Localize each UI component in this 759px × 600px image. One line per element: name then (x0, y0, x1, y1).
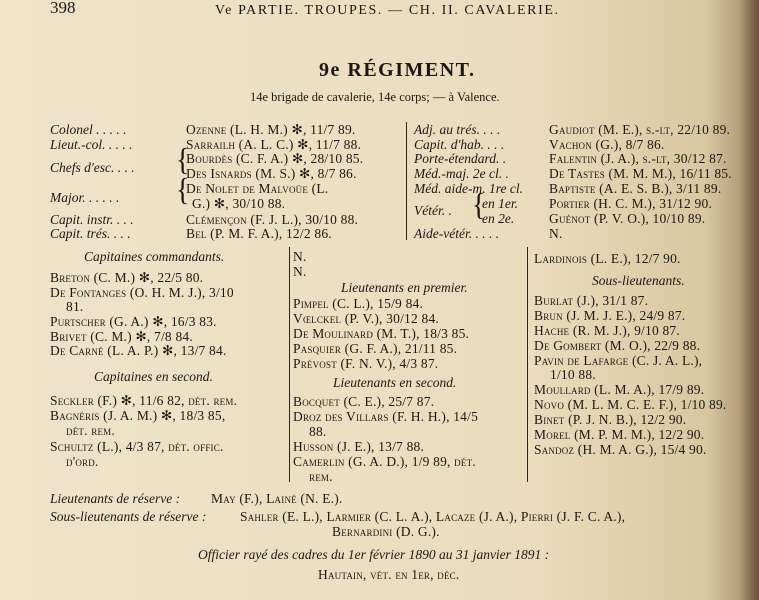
staff-name: Portier (H. C. M.), 31/12 90. (549, 196, 713, 211)
list-item: Bocquet (C. E.), 25/7 87. (293, 394, 435, 409)
list-item: Lardinois (L. E.), 12/7 90. (534, 251, 681, 266)
section-heading: Capitaines en second. (94, 369, 213, 384)
staff-role: Major. . . . . . (50, 190, 120, 205)
list-item: rem. (309, 469, 333, 484)
staff-role: Chefs d'esc. . . . (50, 160, 135, 175)
list-item: 88. (309, 424, 327, 439)
staff-subrole: en 1er. (482, 196, 518, 211)
staff-name: Sarrailh (A. L. C.) ✻, 11/7 88. (186, 137, 362, 152)
staff-name: De Nolet de Malvoüe (L. (186, 181, 329, 196)
page-edge-shadow (739, 0, 759, 600)
staff-name: De Tastes (M. M. M.), 16/11 85. (549, 166, 732, 181)
list-item: Pavin de Lafarge (C. J. A. L.), (534, 353, 703, 368)
staff-role: Lieut.-col. . . . . (50, 137, 133, 152)
staff-role: Aide-vétér. . . . . (414, 226, 500, 241)
list-item: 1/10 88. (550, 367, 596, 382)
list-item: Seckler (F.) ✻, 11/6 82, dét. rem. (50, 393, 238, 408)
section-heading: Sous-lieutenants. (592, 273, 685, 288)
staff-role: Méd. aide-m. 1re cl. (414, 181, 523, 196)
list-item: Purtscher (G. A.) ✻, 16/3 83. (50, 314, 217, 329)
list-item: Breton (C. M.) ✻, 22/5 80. (50, 270, 204, 285)
list-item: N. (293, 264, 307, 279)
staff-name: Ozenne (L. H. M.) ✻, 11/7 89. (186, 122, 356, 137)
list-item: Bagnéris (J. A. M.) ✻, 18/3 85, (50, 408, 226, 423)
staff-name: Guénot (P. V. O.), 10/10 89. (549, 211, 706, 226)
struck-off-note: Officier rayé des cadres du 1er février 1890 au 31 janvier 1891 : (198, 547, 550, 562)
staff-name: Gaudiot (M. E.), s.-lt, 22/10 89. (549, 122, 731, 137)
staff-name: N. (549, 226, 563, 241)
staff-name: Bel (P. M. F. A.), 12/2 86. (186, 226, 332, 241)
reserve-lieutenants-names: May (F.), Lainé (N. E.). (211, 491, 343, 506)
list-item: d'ord. (66, 454, 99, 469)
staff-role: Vétér. . (414, 203, 452, 218)
column-divider (289, 247, 290, 482)
list-item: 81. (66, 299, 84, 314)
list-item: Sandoz (H. M. A. G.), 15/4 90. (534, 442, 707, 457)
brace-icon: { (176, 142, 190, 179)
reserve-sub-lieutenants-names: Sahler (E. L.), Larmier (C. L. A.), Lacaze (J. A.), Pierri (J. F. C. A.), (240, 509, 626, 524)
staff-role: Capit. trés. . . . (50, 226, 131, 241)
staff-name: Bourdès (C. F. A.) ✻, 28/10 85. (186, 151, 364, 166)
list-item: Pimpel (C. L.), 15/9 84. (293, 296, 424, 311)
list-item: Binet (P. J. N. B.), 12/2 90. (534, 412, 687, 427)
staff-role: Colonel . . . . . (50, 122, 127, 137)
reserve-sub-lieutenants-names: Bernardini (D. G.). (332, 524, 440, 539)
list-item: De Carné (L. A. P.) ✻, 13/7 84. (50, 343, 227, 358)
list-item: Droz des Villars (F. H. H.), 14/5 (293, 409, 479, 424)
list-item: Husson (J. E.), 13/7 88. (293, 439, 425, 454)
brace-icon: { (472, 187, 486, 224)
staff-name: Clémençon (F. J. L.), 30/10 88. (186, 212, 359, 227)
reserve-sub-lieutenants-label: Sous-lieutenants de réserve : (50, 509, 207, 524)
page-number: 398 (50, 0, 76, 17)
list-item: De Moulinard (M. T.), 18/3 85. (293, 326, 470, 341)
staff-role: Porte-étendard. . (414, 151, 507, 166)
staff-role: Capit. d'hab. . . . (414, 137, 505, 152)
list-item: Novo (M. L. M. C. E. F.), 1/10 89. (534, 397, 727, 412)
list-item: Vœlckel (P. V.), 30/12 84. (293, 311, 439, 326)
list-item: Camerlin (G. A. D.), 1/9 89, dét. (293, 454, 476, 469)
regiment-title: 9e RÉGIMENT. (319, 59, 476, 81)
staff-role: Méd.-maj. 2e cl. . (414, 166, 509, 181)
struck-off-name: Hautain, vét. en 1er, déc. (318, 567, 460, 582)
staff-role: Adj. au trés. . . . (414, 122, 501, 137)
staff-name: G.) ✻, 30/10 88. (192, 196, 286, 211)
list-item: Brun (J. M. J. E.), 24/9 87. (534, 308, 686, 323)
list-item: Moullard (L. M. A.), 17/9 89. (534, 382, 705, 397)
staff-name: Falentin (J. A.), s.-lt, 30/12 87. (549, 151, 727, 166)
list-item: Morel (M. P. M. M.), 12/2 90. (534, 427, 705, 442)
list-item: dét. rem. (66, 423, 115, 438)
regiment-subtitle: 14e brigade de cavalerie, 14e corps; — à Valence. (250, 90, 500, 104)
list-item: De Gombert (M. O.), 22/9 88. (534, 338, 701, 353)
list-item: Pasquier (G. F. A.), 21/11 85. (293, 341, 458, 356)
list-item: Hache (R. M. J.), 9/10 87. (534, 323, 680, 338)
brace-icon: { (176, 172, 190, 209)
list-item: Schultz (L.), 4/3 87, dét. offic. (50, 439, 224, 454)
staff-role: Capit. instr. . . . (50, 212, 134, 227)
column-divider (406, 122, 407, 240)
running-head: Ve PARTIE. TROUPES. — CH. II. CAVALERIE. (215, 3, 560, 18)
column-divider (527, 247, 528, 482)
staff-name: Des Isnards (M. S.) ✻, 8/7 86. (186, 166, 357, 181)
section-heading: Lieutenants en premier. (341, 280, 468, 295)
section-heading: Capitaines commandants. (84, 249, 225, 264)
staff-name: Baptiste (A. E. S. B.), 3/11 89. (549, 181, 722, 196)
list-item: Brivet (C. M.) ✻, 7/8 84. (50, 329, 193, 344)
list-item: Burlat (J.), 31/1 87. (534, 293, 649, 308)
reserve-lieutenants-label: Lieutenants de réserve : (50, 491, 181, 506)
staff-subrole: en 2e. (482, 211, 515, 226)
list-item: N. (293, 249, 307, 264)
staff-name: Vachon (G.), 8/7 86. (549, 137, 665, 152)
list-item: De Fontanges (O. H. M. J.), 3/10 (50, 285, 234, 300)
section-heading: Lieutenants en second. (333, 375, 457, 390)
list-item: Prévost (F. N. V.), 4/3 87. (293, 356, 439, 371)
